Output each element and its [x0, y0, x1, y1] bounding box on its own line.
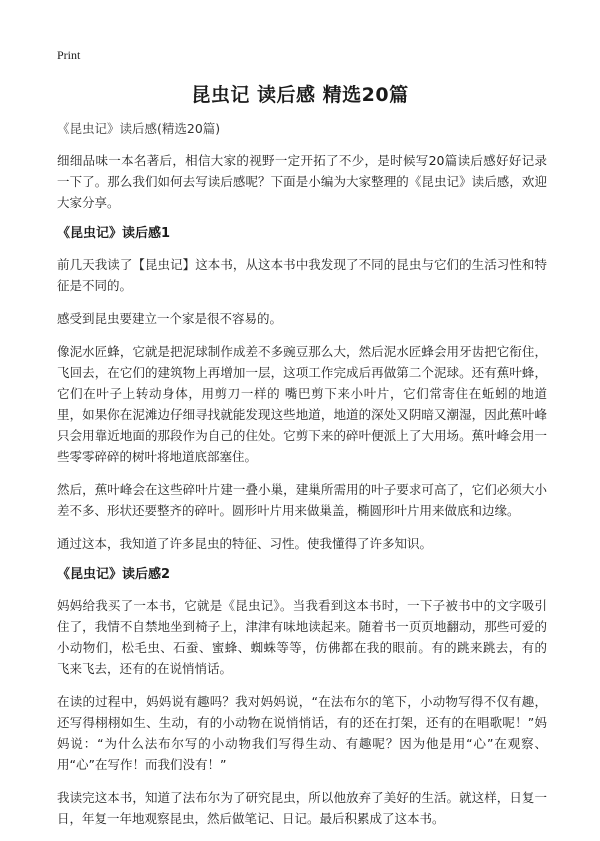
- section-2-paragraph-1: 妈妈给我买了一本书，它就是《昆虫记》。当我看到这本书时，一下子被书中的文字吸引住了，我情不自禁地坐到椅子上，津津有味地读起来。随着书一页页地翻动，那些可爱的小动物们，松毛虫、石蚕、蜜蜂、蜘蛛等等，仿佛都在我的眼前。有的跳来跳去，有的 飞来飞去，还有的在说悄悄话。: [57, 598, 547, 676]
- print-label[interactable]: Print: [57, 48, 81, 62]
- section-2-paragraph-3: 我读完这本书，知道了法布尔为了研究昆虫，所以他放弃了美好的生活。就这样，日复一日，年复一年地观察昆虫，然后做笔记、日记。最后积累成了这本书。: [57, 790, 547, 826]
- section-1-paragraph-2: 感受到昆虫要建立一个家是很不容易的。: [57, 311, 283, 326]
- section-1-paragraph-3: 像泥水匠蜂，它就是把泥球制作成差不多豌豆那么大，然后泥水匠蜂会用牙齿把它衔住，飞回去，在它们的建筑物上再增加一层，这项工作完成后再做第二个泥球。还有蕉叶蜂，它们在叶子上转动身体，用剪刀一样的 嘴巴剪下来小叶片，它们常寄住在蚯蚓的地道里，如果你在泥滩边仔细寻找就能发现这些地道，地道的深处又阴暗又潮湿，因此蕉叶峰只会用靠近地面的那段作为自己的住处。它剪下来的碎叶便派上了大用场。蕉叶峰会用一些零零碎碎的树叶将地道底部塞住。: [57, 344, 547, 464]
- section-1-paragraph-5: 通过这本，我知道了许多昆虫的特征、习性。使我懂得了许多知识。: [57, 536, 433, 551]
- section-1-paragraph-4: 然后，蕉叶峰会在这些碎叶片建一叠小巢，建巢所需用的叶子要求可高了，它们必须大小差不多、形状还要整齐的碎叶。圆形叶片用来做巢盖，椭圆形叶片用来做底和边缘。: [57, 482, 547, 518]
- section-1-paragraph-1: 前几天我读了【昆虫记】这本书，从这本书中我发现了不同的昆虫与它们的生活习性和特征是不同的。: [57, 257, 547, 293]
- section-2-paragraph-2: 在读的过程中，妈妈说有趣吗？我对妈妈说，“在法布尔的笔下，小动物写得不仅有趣，还写得栩栩如生、生动，有的小动物在说悄悄话，有的还在打架，还有的在唱歌呢！”妈妈说：“为什么法布尔写的小动物我们写得生动、有趣呢？因为他是用“心”在观察、用“心”在写作！而我们没有！”: [57, 694, 547, 772]
- section-heading-1: 《昆虫记》读后感1: [57, 226, 171, 241]
- document-subtitle: 《昆虫记》读后感(精选20篇): [57, 121, 221, 136]
- section-heading-2: 《昆虫记》读后感2: [57, 567, 171, 582]
- page-title: 昆虫记 读后感 精选20篇: [191, 84, 409, 106]
- intro-paragraph: 细细品味一本名著后，相信大家的视野一定开拓了不少，是时候写20篇读后感好好记录一下了。那么我们如何去写读后感呢？下面是小编为大家整理的《昆虫记》读后感，欢迎大家分享。: [57, 153, 547, 210]
- article-body: [57, 150, 547, 841]
